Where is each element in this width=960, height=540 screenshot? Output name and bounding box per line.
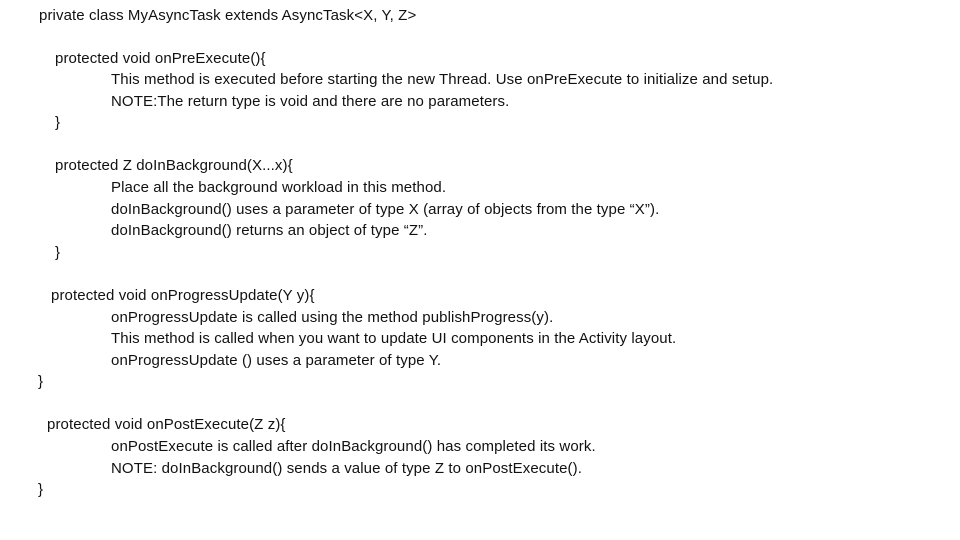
method-signature-doinbackground: protected Z doInBackground(X...x){ (55, 157, 293, 174)
method-signature-onprogressupdate: protected void onProgressUpdate(Y y){ (51, 287, 315, 304)
method-body-line: NOTE: doInBackground() sends a value of type Z to onPostExecute(). (111, 460, 582, 477)
method-closing-brace: } (38, 373, 44, 390)
class-declaration: private class MyAsyncTask extends AsyncTask<X, Y, Z> (39, 7, 417, 24)
method-signature-onpreexecute: protected void onPreExecute(){ (55, 50, 266, 67)
method-body-line: NOTE:The return type is void and there are no parameters. (111, 93, 510, 110)
method-body-line: This method is executed before starting the new Thread. Use onPreExecute to initialize and setup. (111, 71, 774, 88)
method-closing-brace: } (38, 481, 44, 498)
method-signature-onpostexecute: protected void onPostExecute(Z z){ (47, 416, 286, 433)
method-body-line: onProgressUpdate is called using the method publishProgress(y). (111, 309, 554, 326)
method-body-line: onPostExecute is called after doInBackground() has completed its work. (111, 438, 596, 455)
method-body-line: doInBackground() returns an object of type “Z”. (111, 222, 428, 239)
method-body-line: Place all the background workload in this method. (111, 179, 447, 196)
method-closing-brace: } (55, 244, 61, 261)
method-body-line: This method is called when you want to update UI components in the Activity layout. (111, 330, 677, 347)
method-body-line: onProgressUpdate () uses a parameter of type Y. (111, 352, 442, 369)
method-closing-brace: } (55, 114, 61, 131)
method-body-line: doInBackground() uses a parameter of type X (array of objects from the type “X”). (111, 201, 660, 218)
